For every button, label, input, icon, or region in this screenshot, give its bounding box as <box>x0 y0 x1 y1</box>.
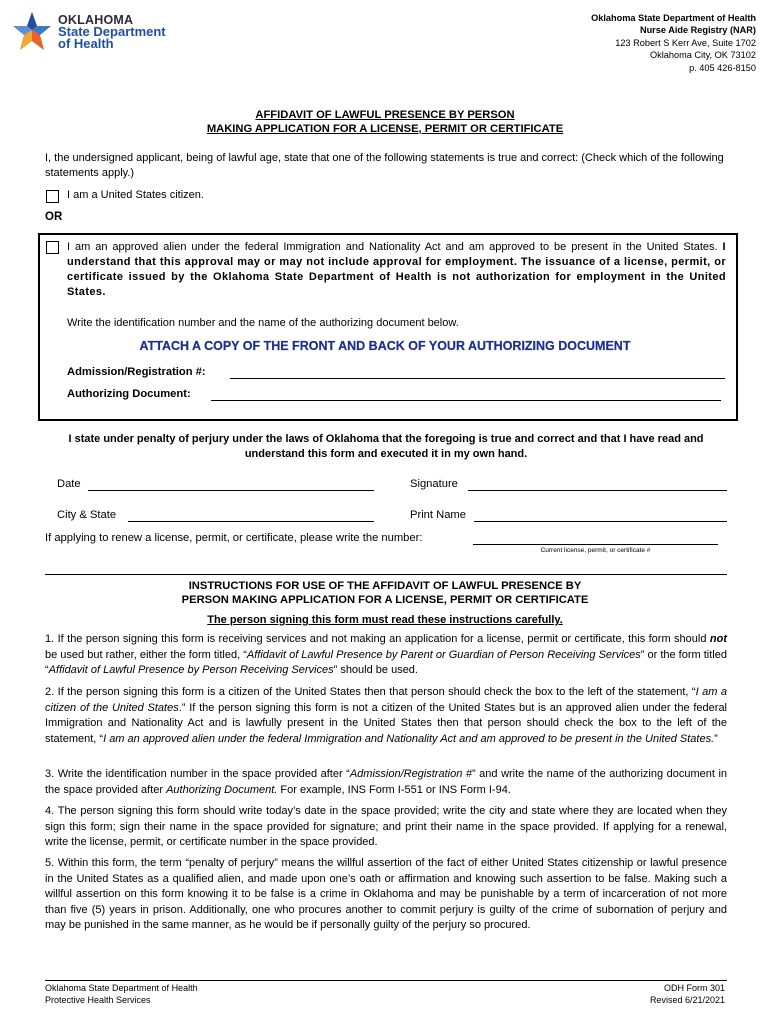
instruction-3 <box>45 767 727 798</box>
instruction-2-text-c: .” If the person signing this form is not a citizen of the United States but is an approved alien under the federal Immigration and Nationality Act and is lawfully present in the United States then that person should check the box to the left of the statement, “ <box>45 701 727 745</box>
attach-copy-notice: ATTACH A COPY OF THE FRONT AND BACK OF YOUR AUTHORIZING DOCUMENT <box>139 339 631 353</box>
instruction-3-authorizing: Authorizing Document. <box>166 783 278 796</box>
instruction-1-text-f: ” should be used. <box>333 664 418 676</box>
intro-text: I, the undersigned applicant, being of lawful age, state that one of the following statements is true and correct: (Check which of the following statements apply.) <box>45 152 724 179</box>
instruction-1 <box>45 632 727 679</box>
instruction-4: 4. The person signing this form should write today’s date in the space provided; write the city and state where they are located when they sign this form; sign their name in the space provided for signature; and print their name in the space provided. If applying for a renewal, write the license, permit, or certificate number in the space provided. <box>45 805 727 848</box>
alien-statement <box>67 240 726 300</box>
or-label: OR <box>45 211 63 223</box>
instruction-1-form-title-a: Affidavit of Lawful Presence by Parent or Guardian of Person Receiving Services <box>246 648 641 661</box>
instruction-3-admission: Admission/Registration # <box>349 768 472 780</box>
instruction-2-text: 2. If the person signing this form is a citizen of the United States then that person should check the box to the left of the statement, “ <box>45 686 696 698</box>
penalty-statement: I state under penalty of perjury under the laws of Oklahoma that the foregoing is true and correct and that I have read and understand this form and executed it in my own hand. <box>68 433 704 460</box>
instruction-3-text-c: ” and write the name of the authorizing document in the space provided after <box>45 768 728 796</box>
footer-form-number: ODH Form 301 <box>663 983 725 993</box>
instruction-2-text-e: ” <box>714 732 718 745</box>
print-name-input[interactable] <box>474 521 727 522</box>
date-input[interactable] <box>88 490 374 491</box>
admission-input[interactable] <box>230 378 725 379</box>
instruction-5: 5. Within this form, the term “penalty of perjury” means the willful assertion of the fact of either United States citizenship or lawful presence in the United States as a qualified alien, and made upon one’s oath or affirmation and knowing such assertion to be false. Making such a willful assertion on this form knowing it to be false is a crime in Oklahoma and may be punishable by a term of incarceration of not more than five (5) years in prison. Additionally, one who procures another to commit perjury is guilty of the crime of subornation of perjury and may be punished in the same manner, as he would be if personally guilty of the perjury so procured. <box>45 857 727 931</box>
form-title-line2: MAKING APPLICATION FOR A LICENSE, PERMIT OR CERTIFICATE <box>206 123 564 135</box>
header-phone: p. 405 426-8150 <box>689 62 756 73</box>
city-state-label: City & State <box>57 509 117 521</box>
form-title-line1: AFFIDAVIT OF LAWFUL PRESENCE BY PERSON <box>255 109 515 121</box>
renew-caption: Current license, permit, or certificate # <box>540 547 651 554</box>
section-divider <box>45 574 727 575</box>
alien-statement-bold: I understand that this approval may or may not include approval for employment. The issuance of a license, permit, or certificate issued by the Oklahoma State Department of Health is not authorization for employment in the United States. <box>67 241 726 298</box>
footer-revised: Revised 6/21/2021 <box>649 994 725 1005</box>
instruction-1-text: 1. If the person signing this form is receiving services and not making an application for a license, permit or certificate, this form should <box>45 633 710 645</box>
authorizing-input[interactable] <box>211 400 721 401</box>
footer-division: Protective Health Services <box>45 994 151 1005</box>
must-read-notice: The person signing this form must read these instructions carefully. <box>207 614 563 626</box>
print-name-label: Print Name <box>410 509 466 521</box>
signature-input[interactable] <box>468 490 727 491</box>
write-id-text: Write the identification number and the name of the authorizing document below. <box>67 317 459 329</box>
renew-label: If applying to renew a license, permit, or certificate, please write the number: <box>45 532 423 544</box>
citizen-label: I am a United States citizen. <box>67 189 204 201</box>
renew-number-input[interactable] <box>473 544 718 545</box>
logo-line3: of Health <box>58 36 114 51</box>
signature-label: Signature <box>410 478 458 490</box>
logo-line2: State Department <box>58 24 166 39</box>
osdh-logo <box>10 10 170 56</box>
admission-label: Admission/Registration #: <box>67 366 206 378</box>
logo-line1: OKLAHOMA <box>58 13 134 27</box>
citizen-checkbox[interactable] <box>46 190 59 203</box>
city-state-input[interactable] <box>128 521 374 522</box>
footer-org: Oklahoma State Department of Health <box>45 983 198 993</box>
authorizing-label: Authorizing Document: <box>67 388 191 400</box>
instructions-title-line2: PERSON MAKING APPLICATION FOR A LICENSE, PERMIT OR CERTIFICATE <box>181 594 589 606</box>
instruction-1-text-b: be used but rather, either the form titled, “ <box>45 648 247 661</box>
instruction-2 <box>45 685 727 747</box>
footer-divider <box>45 980 727 981</box>
header-street: 123 Robert S Kerr Ave, Suite 1702 <box>615 37 756 48</box>
instruction-2-citizen-quote: I am a citizen of the United States <box>45 686 727 714</box>
footer-right <box>650 983 725 1006</box>
footer-left <box>45 983 198 1006</box>
date-label: Date <box>57 478 81 490</box>
header-address <box>591 12 756 74</box>
instruction-1-not: not <box>709 633 727 645</box>
alien-statement-text: I am an approved alien under the federal Immigration and Nationality Act and am approved to be present in the United States. <box>67 241 723 253</box>
instruction-2-alien-quote: I am an approved alien under the federal Immigration and Nationality Act and am approved to be present in the United States. <box>103 732 715 745</box>
instruction-1-text-d: ” or the form titled “ <box>45 648 727 676</box>
alien-checkbox[interactable] <box>46 241 59 254</box>
instructions-title-line1: INSTRUCTIONS FOR USE OF THE AFFIDAVIT OF LAWFUL PRESENCE BY <box>188 580 582 592</box>
instruction-1-form-title-b: Affidavit of Lawful Presence by Person Receiving Services <box>48 664 334 676</box>
instruction-3-text-e: For example, INS Form I-551 or INS Form I-94. <box>277 783 511 796</box>
header-city: Oklahoma City, OK 73102 <box>649 50 756 61</box>
star-logo-icon <box>10 10 54 54</box>
instruction-3-text: 3. Write the identification number in the space provided after “ <box>45 768 350 780</box>
header-registry: Nurse Aide Registry (NAR) <box>639 25 756 36</box>
header-org: Oklahoma State Department of Health <box>591 13 756 23</box>
